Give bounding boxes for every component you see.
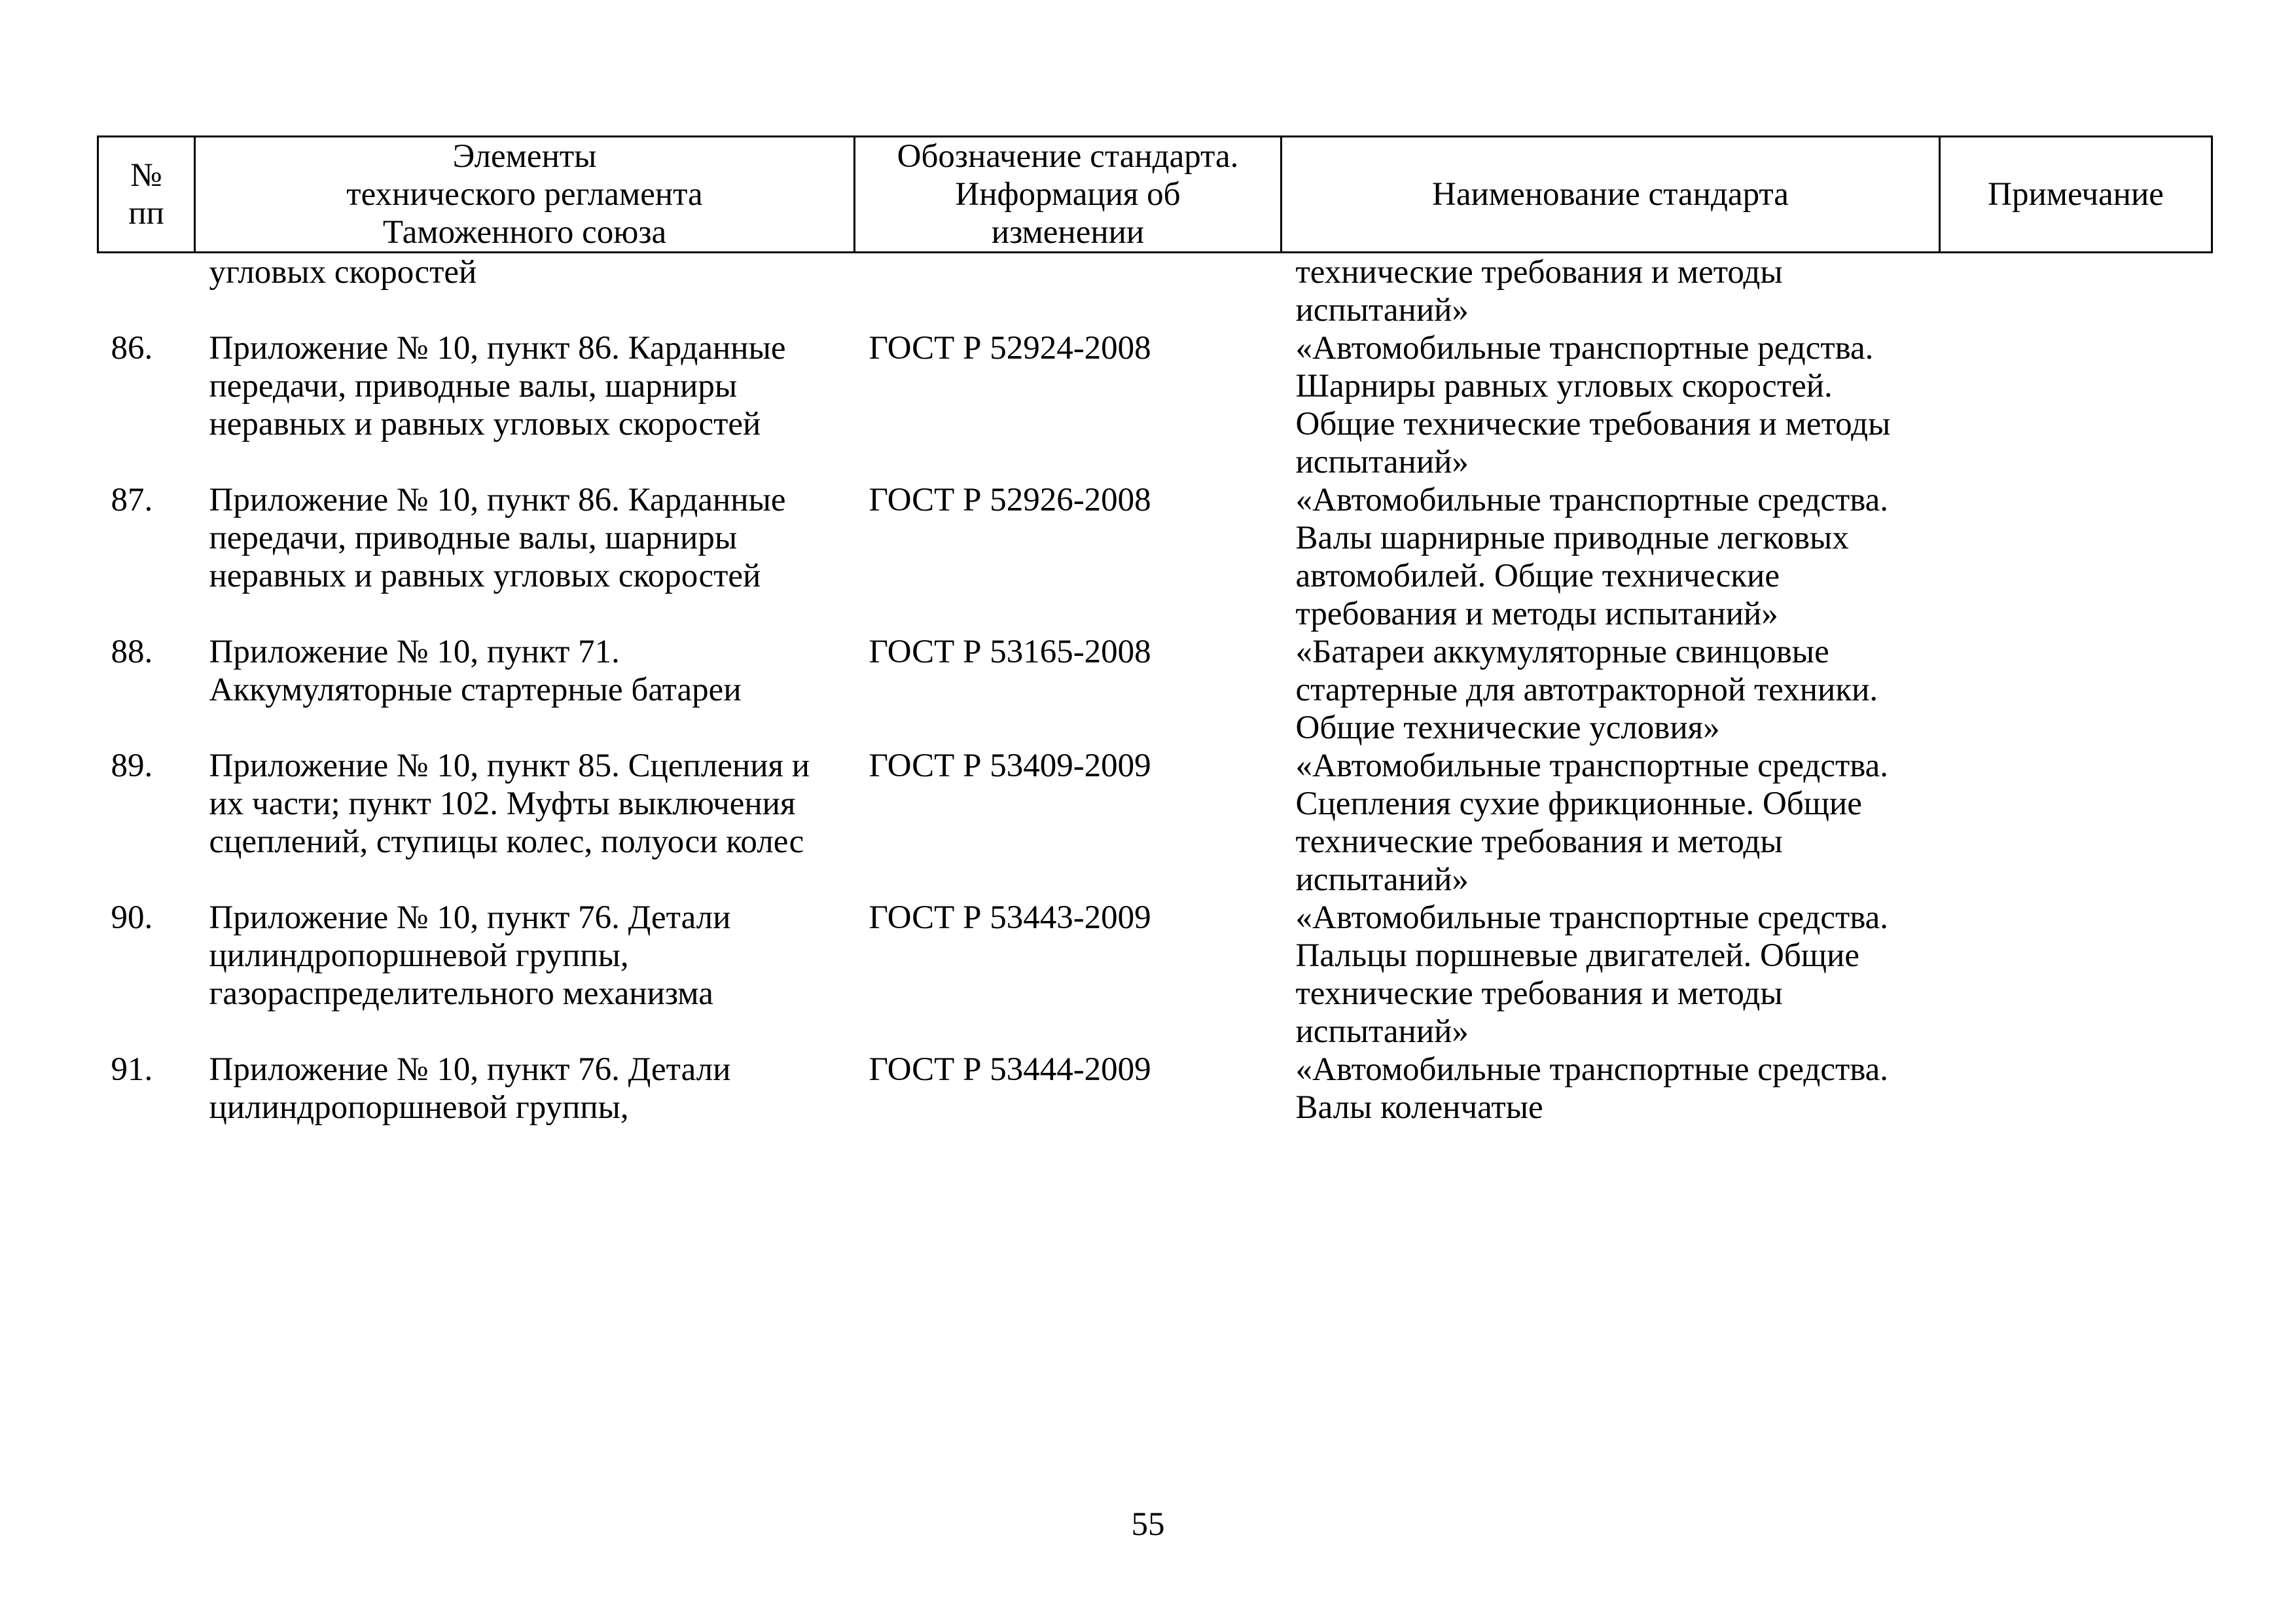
cell-designation: ГОСТ Р 52924-2008 [869, 330, 1151, 367]
table-row [98, 329, 2212, 481]
cell-elements: Приложение № 10, пункт 76. Детали цилиндропоршневой группы, [209, 1051, 731, 1126]
cell-name: «Автомобильные транспортные средства. Сцепления сухие фрикционные. Общие технические требования и методы испытаний» [1295, 748, 1889, 898]
cell-name: «Автомобильные транспортные средства. Валы коленчатые [1295, 1051, 1889, 1126]
table-row [98, 633, 2212, 747]
cell-name: «Батареи аккумуляторные свинцовые стартерные для автотракторной техники. Общие технические условия» [1295, 634, 1878, 746]
table-header [98, 137, 2212, 253]
page-number: 55 [1131, 1506, 1165, 1543]
cell-note [1940, 481, 2212, 633]
header-num: № пп [98, 137, 195, 253]
table-row-continuation [98, 253, 2212, 330]
cell-note [1940, 253, 2212, 330]
cell-elements: Приложение № 10, пункт 85. Сцепления и их части; пункт 102. Муфты выключения сцеплений, ступицы колес, полуоси колес [209, 748, 810, 860]
cell-num: 87. [111, 482, 153, 518]
cell-designation: ГОСТ Р 52926-2008 [869, 482, 1151, 518]
cell-designation: ГОСТ Р 53165-2008 [869, 634, 1151, 670]
table-row [98, 747, 2212, 899]
cell-designation: ГОСТ Р 53444-2009 [869, 1051, 1151, 1088]
standards-table [97, 135, 2213, 1127]
table-body [98, 253, 2212, 1127]
cell-elements: угловых скоростей [209, 254, 477, 291]
cell-note [1940, 1051, 2212, 1127]
table-row [98, 1051, 2212, 1127]
cell-designation [855, 253, 1282, 330]
cell-elements: Приложение № 10, пункт 86. Карданные передачи, приводные валы, шарниры неравных и равных угловых скоростей [209, 330, 786, 442]
cell-num: 90. [111, 899, 153, 936]
cell-num [98, 253, 195, 330]
table-row [98, 899, 2212, 1051]
cell-num: 89. [111, 748, 153, 784]
cell-name: технические требования и методы испытаний» [1295, 254, 1783, 329]
cell-name: «Автомобильные транспортные редства. Шарниры равных угловых скоростей. Общие технические требования и методы испытаний» [1295, 330, 1891, 480]
cell-elements: Приложение № 10, пункт 86. Карданные передачи, приводные валы, шарниры неравных и равных угловых скоростей [209, 482, 786, 594]
cell-num: 86. [111, 330, 153, 367]
cell-note [1940, 747, 2212, 899]
cell-designation: ГОСТ Р 53409-2009 [869, 748, 1151, 784]
cell-num: 91. [111, 1051, 153, 1088]
header-name: Наименование стандарта [1282, 137, 1940, 253]
header-elements: Элементы технического регламента Таможенного союза [195, 137, 855, 253]
cell-note [1940, 329, 2212, 481]
cell-note [1940, 899, 2212, 1051]
cell-designation: ГОСТ Р 53443-2009 [869, 899, 1151, 936]
header-note: Примечание [1940, 137, 2212, 253]
cell-note [1940, 633, 2212, 747]
cell-num: 88. [111, 634, 153, 670]
cell-name: «Автомобильные транспортные средства. Пальцы поршневые двигателей. Общие технические требования и методы испытаний» [1295, 899, 1889, 1050]
cell-elements: Приложение № 10, пункт 71. Аккумуляторные стартерные батареи [209, 634, 742, 708]
cell-name: «Автомобильные транспортные средства. Валы шарнирные приводные легковых автомобилей. Общие технические требования и методы испытаний» [1295, 482, 1889, 632]
table-row [98, 481, 2212, 633]
header-designation: Обозначение стандарта. Информация об изменении [855, 137, 1282, 253]
cell-elements: Приложение № 10, пункт 76. Детали цилиндропоршневой группы, газораспределительного механизма [209, 899, 731, 1012]
